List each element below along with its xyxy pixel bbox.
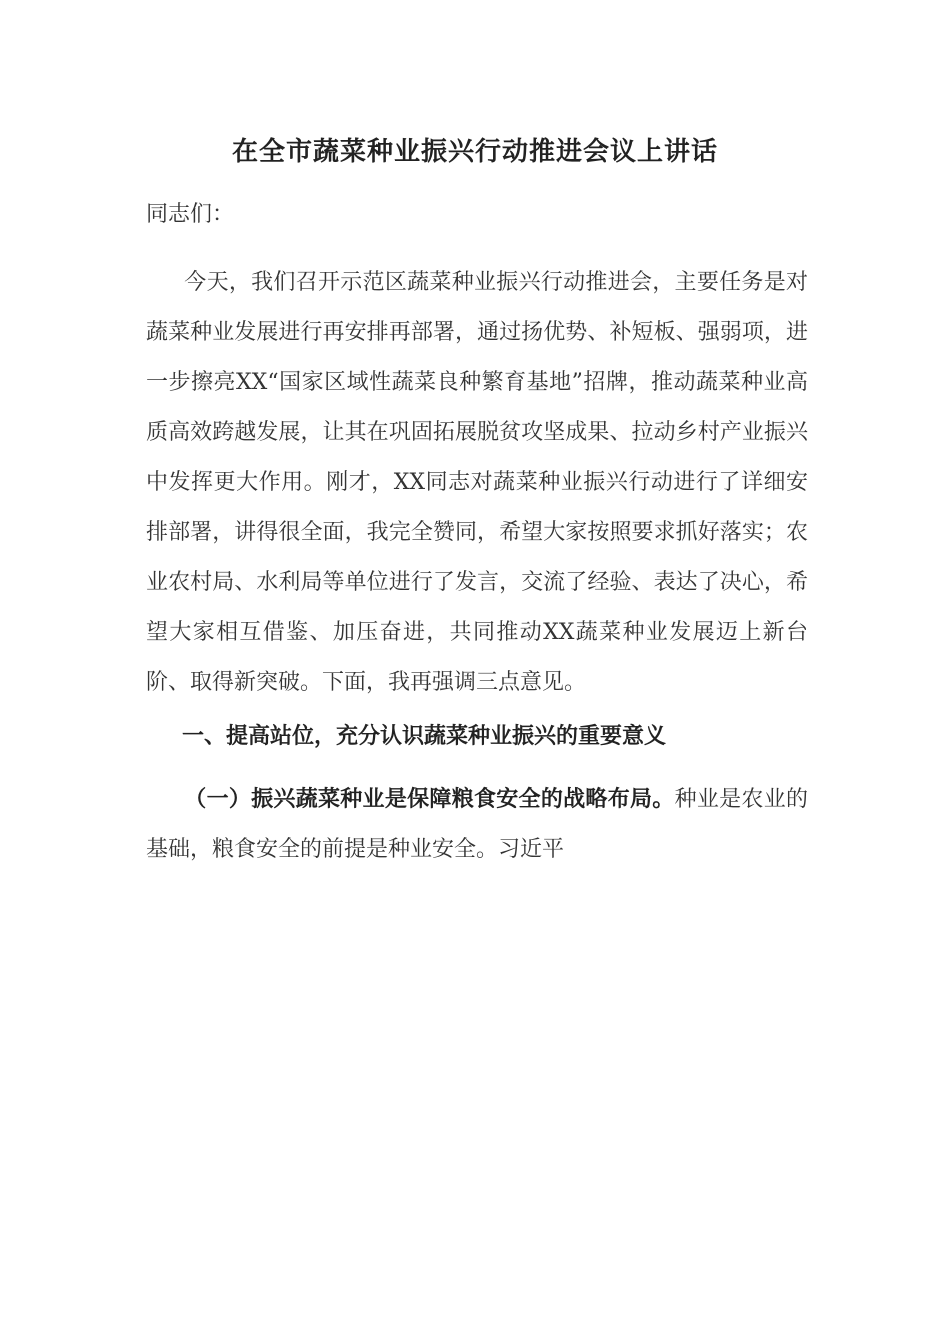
paragraph-intro-text: 今天，我们召开示范区蔬菜种业振兴行动推进会，主要任务是对蔬菜种业发展进行再安排再部署，通过扬优势、补短板、强弱项，进一步擦亮XX“国家区域性蔬菜良种繁育基地”招牌，推动蔬菜种业高质高效跨越发展，让其在巩固拓展脱贫攻坚成果、拉动乡村产业振兴中发挥更大作用。刚才，XX同志对蔬菜种业振兴行动进行了详细安排部署，讲得很全面，我完全赞同，希望大家按照要求抓好落实；农业农村局、水利局等单位进行了发言，交流了经验、表达了决心，希望大家相互借鉴、加压奋进，共同推动XX蔬菜种业发展迈上新台阶、取得新突破。下面，我再强调三点意见。: [146, 270, 808, 695]
document-title: 在全市蔬菜种业振兴行动推进会议上讲话: [231, 137, 718, 167]
salutation: 同志们：: [146, 202, 235, 227]
paragraph-section-1-1: [146, 774, 808, 875]
section-heading-1: 一、提高站位，充分认识蔬菜种业振兴的重要意义: [182, 723, 667, 749]
subsection-heading-1-1: （一）振兴蔬菜种业是保障粮食安全的战略布局。: [184, 786, 675, 812]
paragraph-intro: [146, 258, 808, 708]
paragraph-section-1-1-text: 种业是农业的基础，粮食安全的前提是种业安全。习近平: [146, 787, 808, 862]
